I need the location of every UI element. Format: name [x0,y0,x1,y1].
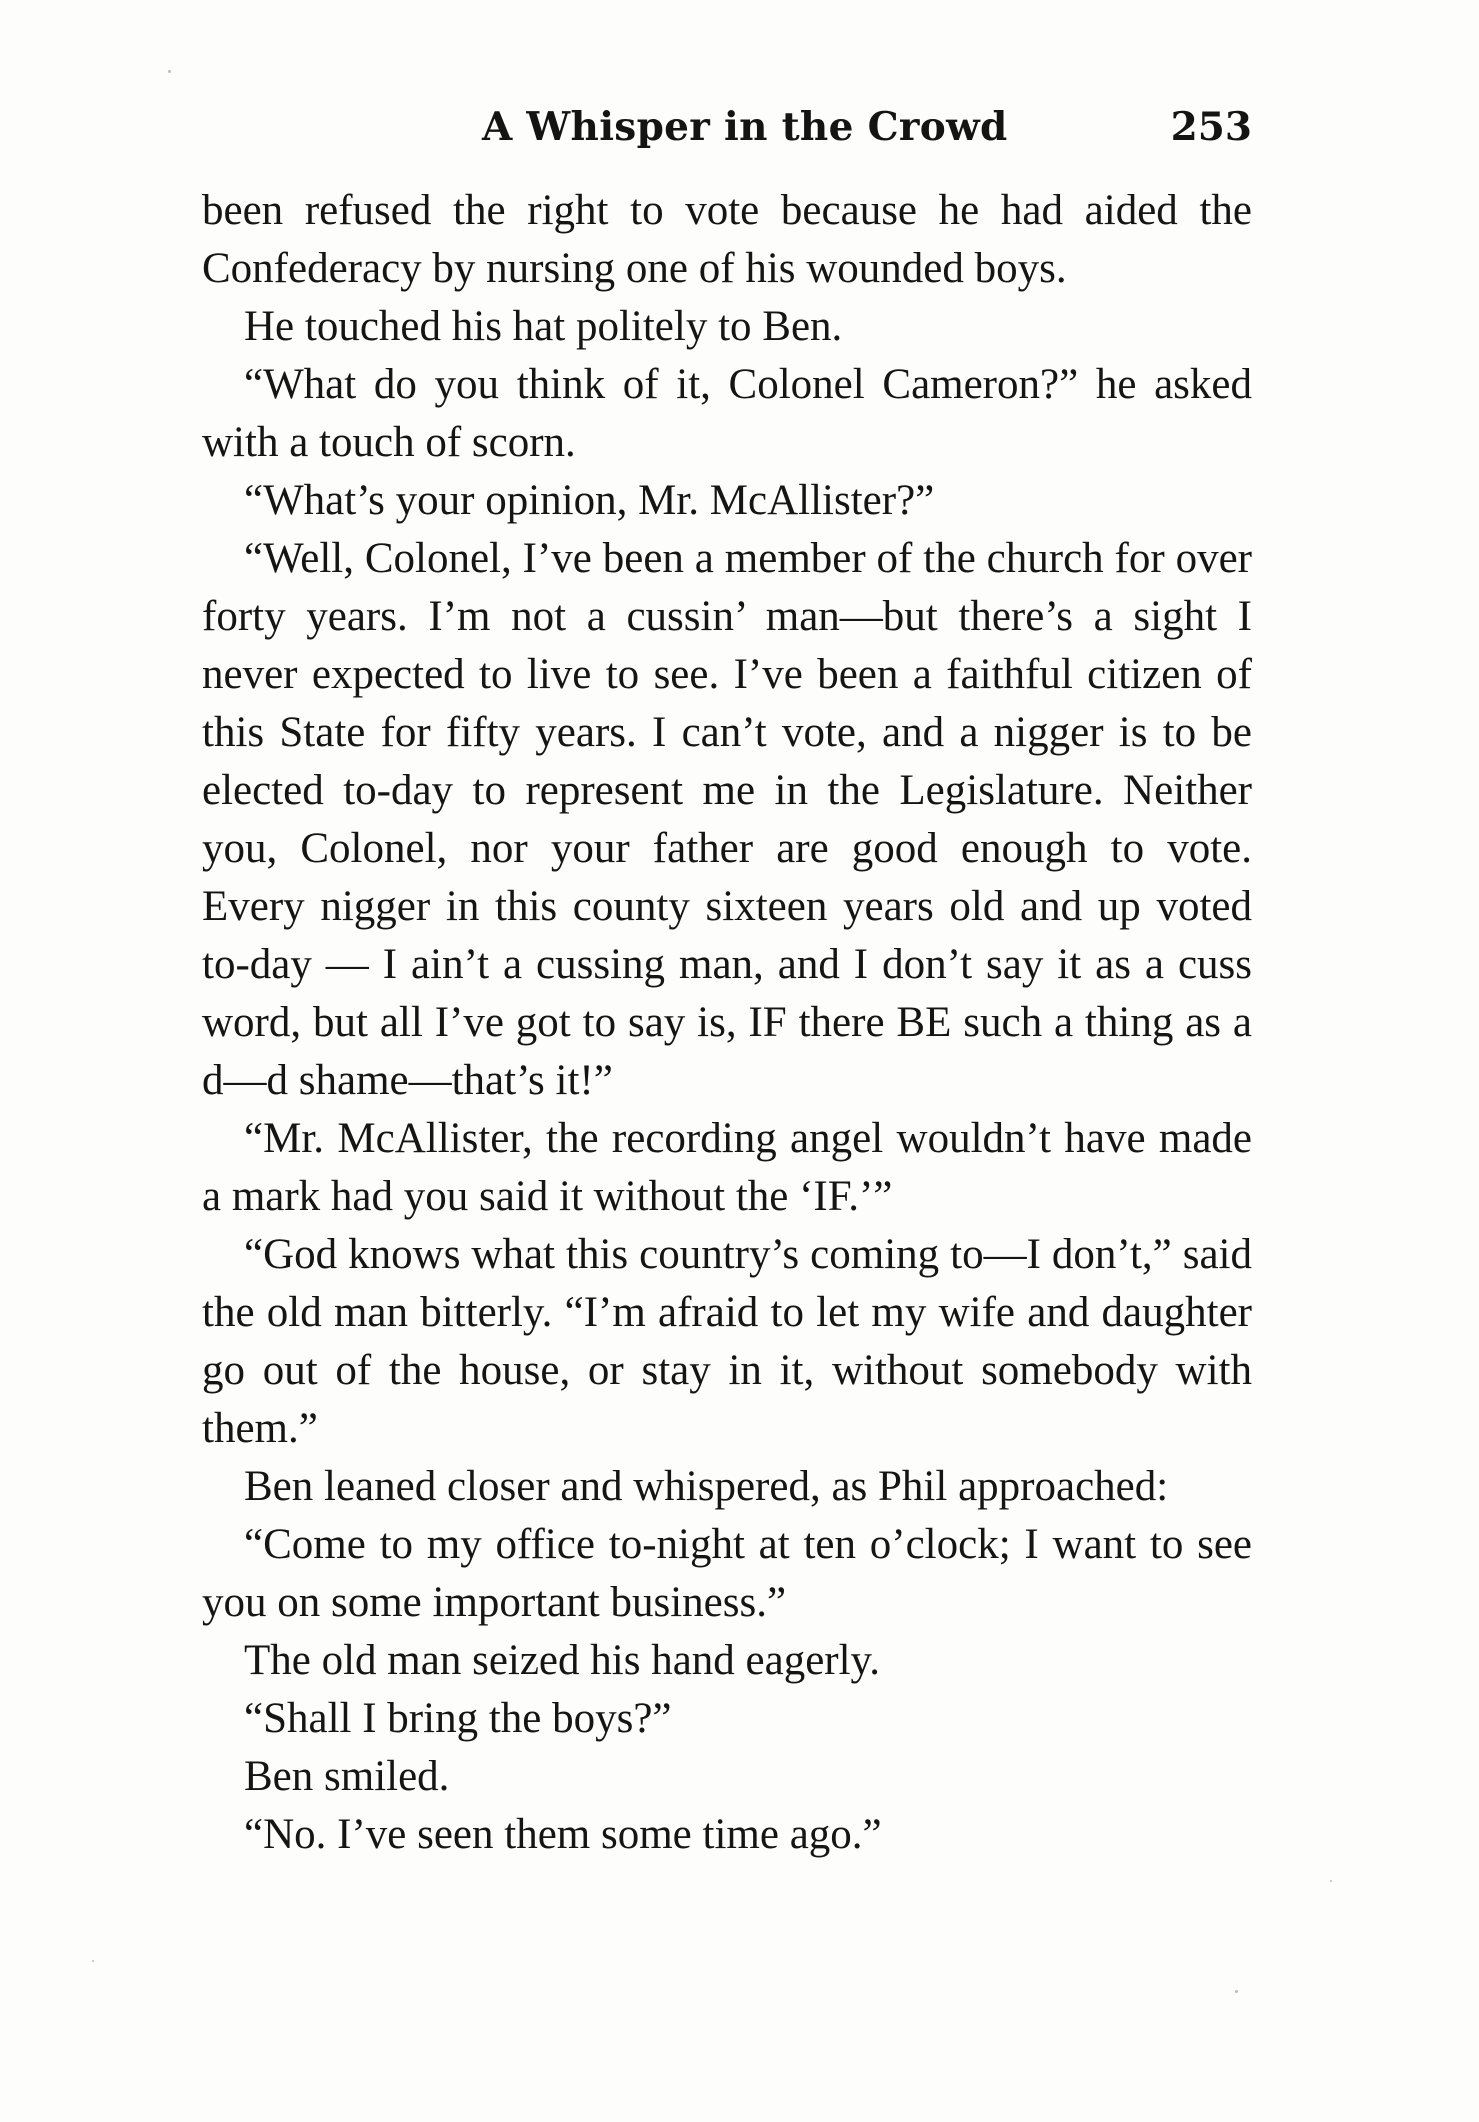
paragraph: Ben smiled. [244,1753,450,1800]
paragraph: been refused the right to vote because he had aided the Confederacy by nursing one of his wounded boys. [202,187,1252,292]
paragraph: He touched his hat politely to Ben. [244,303,843,350]
paper-speck [1235,1990,1238,1993]
page-header [202,104,1252,164]
paragraph: The old man seized his hand eagerly. [244,1637,881,1684]
paragraph: “Well, Colonel, I’ve been a member of the church for over forty years. I’m not a cussin’ man—but there’s a sight I never expected to live to see. I’ve been a faithful citizen of this State for fifty years. I can’t vote, and a nigger is to be elected to-day to represent me in the Legislature. Neither you, Colonel, nor your father are good enough to vote. Every nigger in this county sixteen years old and up voted to-day — I ain’t a cussing man, and I don’t say it as a cuss word, but all I’ve got to say is, IF there BE such a thing as a d—d shame—that’s it!” [202,535,1252,1104]
paragraph: “No. I’ve seen them some time ago.” [244,1811,882,1858]
paragraph: “Mr. McAllister, the recording angel wouldn’t have made a mark had you said it without the ‘IF.’” [202,1115,1252,1220]
paper-speck [1330,1880,1332,1882]
body-text [202,182,1252,1864]
paper-speck [168,70,171,73]
page-number: 253 [1170,104,1252,150]
running-title: A Whisper in the Crowd [482,104,1008,150]
paragraph: “Shall I bring the boys?” [244,1695,672,1742]
paragraph: “Come to my office to-night at ten o’clock; I want to see you on some important business.” [202,1521,1252,1626]
paragraph: “What’s your opinion, Mr. McAllister?” [244,477,935,524]
paragraph: “What do you think of it, Colonel Cameron?” he asked with a touch of scorn. [202,361,1252,466]
paragraph: “God knows what this country’s coming to—I don’t,” said the old man bitterly. “I’m afraid to let my wife and daughter go out of the house, or stay in it, without somebody with them.” [202,1231,1252,1452]
paper-speck [92,1960,94,1962]
paragraph: Ben leaned closer and whispered, as Phil approached: [244,1463,1169,1510]
